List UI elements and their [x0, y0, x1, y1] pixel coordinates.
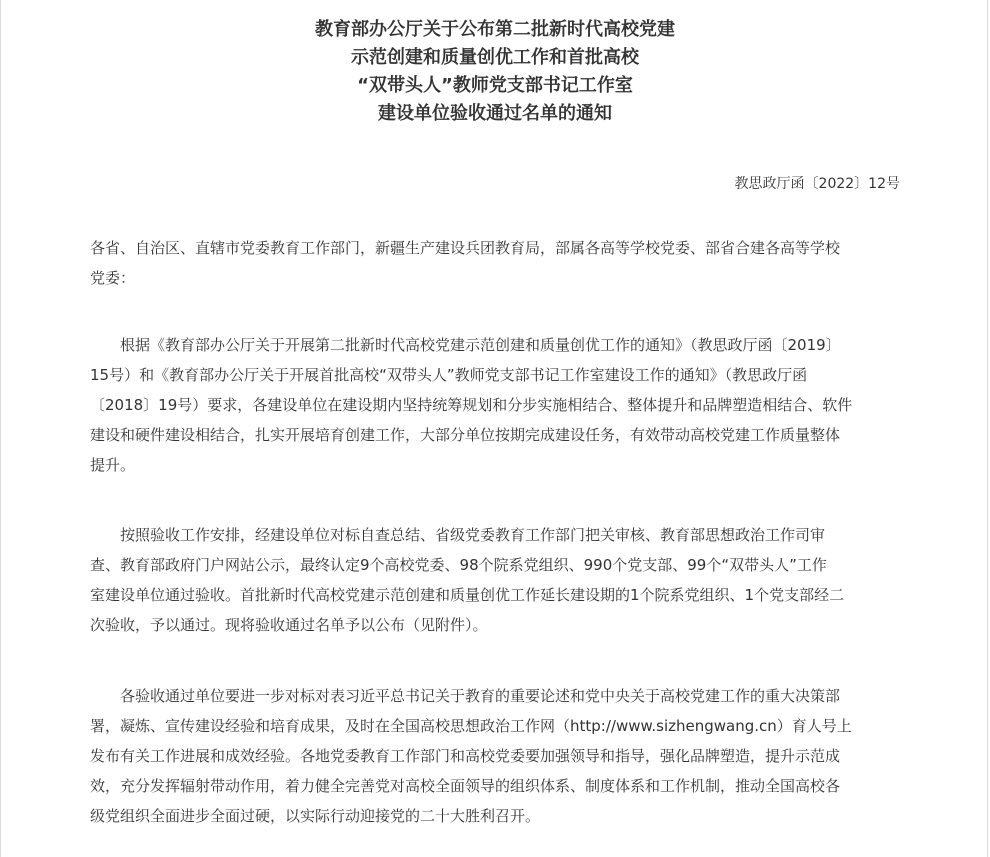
salutation	[90, 233, 900, 293]
paragraph-line: 提升。	[90, 456, 136, 474]
paragraph-line: 按照验收工作安排，经建设单位对标自查总结、省级党委教育工作部门把关审核、教育部思想政治工作司审	[120, 526, 826, 544]
paragraph-line: 各验收通过单位要进一步对标对表习近平总书记关于教育的重要论述和党中央关于高校党建工作的重大决策部	[120, 687, 841, 705]
title-line: 建设单位验收通过名单的通知	[378, 103, 612, 124]
paragraph-2	[90, 520, 900, 640]
document-title	[0, 16, 990, 128]
paragraph-line: 根据《教育部办公厅关于开展第二批新时代高校党建示范创建和质量创优工作的通知》（教思政厅函〔2019〕	[120, 336, 841, 354]
title-line: “双带头人”教师党支部书记工作室	[357, 75, 633, 96]
title-line: 教育部办公厅关于公布第二批新时代高校党建	[315, 19, 675, 40]
paragraph-line: 署，凝炼、宣传建设经验和培育成果，及时在全国高校思想政治工作网（http://www.sizhengwang.cn）育人号上	[90, 717, 852, 735]
paragraph-1	[90, 330, 900, 480]
paragraph-line: 室建设单位通过验收。首批新时代高校党建示范创建和质量创优工作延长建设期的1个院系党组织、1个党支部经二	[90, 586, 845, 604]
paragraph-line: 发布有关工作进展和成效经验。各地党委教育工作部门和高校党委要加强领导和指导，强化品牌塑造，提升示范成	[90, 747, 841, 765]
paragraph-line: 15号）和《教育部办公厅关于开展首批高校“双带头人”教师党支部书记工作室建设工作的通知》（教思政厅函	[90, 366, 808, 384]
document-number: 教思政厅函〔2022〕12号	[734, 176, 900, 192]
paragraph-line: 次验收，予以通过。现将验收通过名单予以公布（见附件）。	[90, 616, 488, 634]
salutation-line: 党委：	[90, 269, 136, 287]
paragraph-line: 建设和硬件建设相结合，扎实开展培育创建工作，大部分单位按期完成建设任务，有效带动高校党建工作质量整体	[90, 426, 841, 444]
title-line: 示范创建和质量创优工作和首批高校	[351, 47, 639, 68]
paragraph-line: 效，充分发挥辐射带动作用，着力健全完善党对高校全面领导的组织体系、制度体系和工作机制，推动全国高校各	[90, 777, 841, 795]
paragraph-3	[90, 681, 900, 831]
salutation-line: 各省、自治区、直辖市党委教育工作部门，新疆生产建设兵团教育局，部属各高等学校党委、部省合建各高等学校	[90, 239, 841, 257]
paragraph-line: 〔2018〕19号）要求，各建设单位在建设期内坚持统筹规划和分步实施相结合、整体提升和品牌塑造相结合、软件	[90, 396, 853, 414]
paragraph-line: 级党组织全面进步全面过硬，以实际行动迎接党的二十大胜利召开。	[90, 807, 541, 825]
paragraph-line: 查、教育部政府门户网站公示，最终认定9个高校党委、98个院系党组织、990个党支部、99个“双带头人”工作	[90, 556, 827, 574]
